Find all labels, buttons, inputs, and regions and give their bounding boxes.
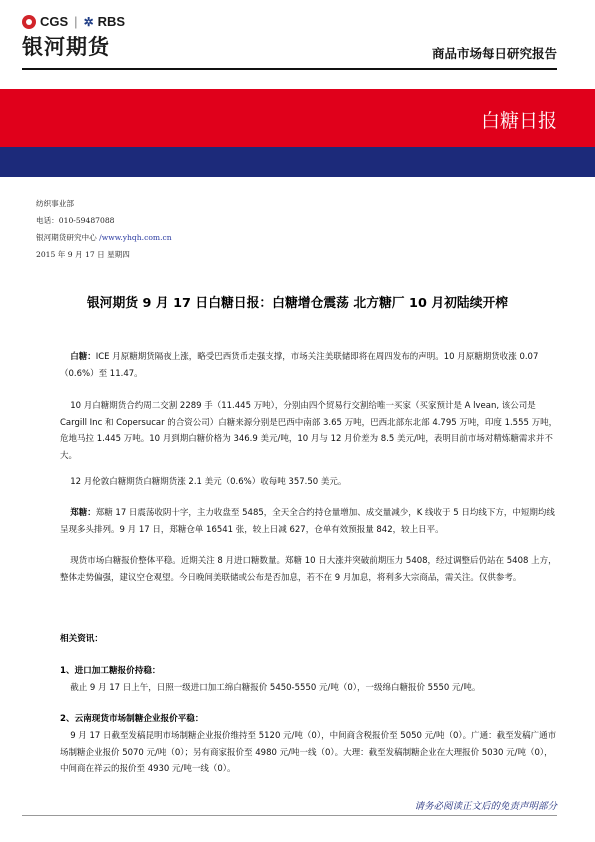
meta-org: 银河期货研究中心	[36, 233, 97, 242]
report-meta	[36, 195, 172, 263]
related-section-1-head: 1、进口加工糖报价持稳：	[60, 666, 161, 676]
related-section-1-text: 截止 9 月 17 日上午，日照一级进口加工绵白糖报价 5450-5550 元/吨（0），一级绵白糖报价 5550 元/吨。	[70, 683, 481, 693]
meta-url-link[interactable]: /www.yhqh.com.cn	[96, 233, 172, 242]
paragraph-text: 12 月伦敦白糖期货白糖期货涨 2.1 美元（0.6%）收每吨 357.50 美元。	[70, 477, 347, 487]
related-title: 相关资讯：	[60, 634, 103, 644]
brand-separator: |	[74, 14, 78, 29]
paragraph-text: 现货市场白糖报价整体平稳。近期关注 8 月进口糖数量。郑糖 10 日大涨并突破前期压力 5408，经过调整后仍站在 5408 上方，整体走势偏强，建议空仓观望。今日晚间美联储或公布是否加息，若不在 9 月加息，将利多大宗商品，需关注。仅供参考。	[60, 556, 557, 583]
related-section-2-head: 2、云南现货市场制糖企业报价平稳：	[60, 714, 204, 724]
meta-date: 2015 年 9 月 17 日 星期四	[36, 250, 130, 259]
paragraph-text: 10 月白糖期货合约周二交割 2289 手（11.445 万吨），分别由四个贸易行交割给唯一买家（买家预计是 A lvean, 该公司是 Cargill Inc 和 Copersucar 的合资公司）白糖来源分别是巴西中南部 3.65 万吨，巴西北部东北部 4.795 万吨，印度 1.555 万吨，危地马拉 1.445 万吨。10 月到期白糖价格为 346.9 美元/吨，10 月与 12 月价差为 8.5 美元/吨，表明目前市场对精炼糖需求并不大。	[60, 401, 558, 461]
paragraph-text: 郑糖 17 日震荡收阴十字，主力收盘至 5485，全天全合约持仓量增加、成交量减少，K 线收于 5 日均线下方，中短期均线呈现多头排列。9 月 17 日，郑糖仓单 16541 张，较上日减 627，仓单有效预报量 842，较上日平。	[60, 508, 555, 535]
banner-title: 白糖日报	[480, 110, 557, 132]
meta-org-line	[36, 229, 172, 246]
banner-blue-band	[0, 147, 595, 177]
brand-logo-top	[22, 14, 125, 29]
paragraph-zhengzhou	[60, 505, 560, 538]
paragraph-label-zhengzhou: 郑糖：	[70, 508, 96, 518]
report-headline: 银河期货 9 月 17 日白糖日报：白糖增仓震荡 北方糖厂 10 月初陆续开榨	[86, 296, 509, 311]
paragraph-spot-market	[60, 553, 560, 586]
meta-dept: 纺织事业部	[36, 199, 74, 208]
paragraph-london	[60, 474, 560, 491]
paragraph-text: ICE 月原糖期货隔夜上涨，略受巴西货币走强支撑，市场关注美联储即将在周四发布的声明。10 月原糖期货收涨 0.07（0.6%）至 11.47。	[60, 352, 539, 379]
paragraph-raw-sugar	[60, 349, 560, 382]
paragraph-label-sugar: 白糖：	[70, 352, 96, 362]
rbs-logo-icon: ✲	[83, 14, 94, 29]
report-type: 商品市场每日研究报告	[431, 46, 557, 61]
footer-disclaimer: 请务必阅读正文后的免责声明部分	[414, 801, 557, 812]
brand-logo	[22, 14, 125, 61]
brand-cgs: CGS	[40, 14, 69, 29]
brand-name-cn: 银河期货	[22, 35, 110, 59]
related-section-2-text: 9 月 17 日截至发稿昆明市场制糖企业报价维持至 5120 元/吨（0），中间商含税报价至 5050 元/吨（0）。广通：截至发稿广通市场制糖企业报价 5070 元/吨（0）；另有商家报价至 4980 元/吨一线（0）。大理：截至发稿制糖企业在大理报价 5030 元/吨（0），中间商在祥云的报价至 4930 元/吨一线（0）。	[60, 731, 557, 774]
meta-phone: 电话：010-59487088	[36, 216, 115, 225]
brand-rbs: RBS	[97, 14, 126, 29]
paragraph-delivery	[60, 398, 560, 464]
cgs-logo-icon	[22, 15, 36, 29]
footer-divider	[22, 815, 557, 816]
header-divider	[22, 68, 557, 70]
